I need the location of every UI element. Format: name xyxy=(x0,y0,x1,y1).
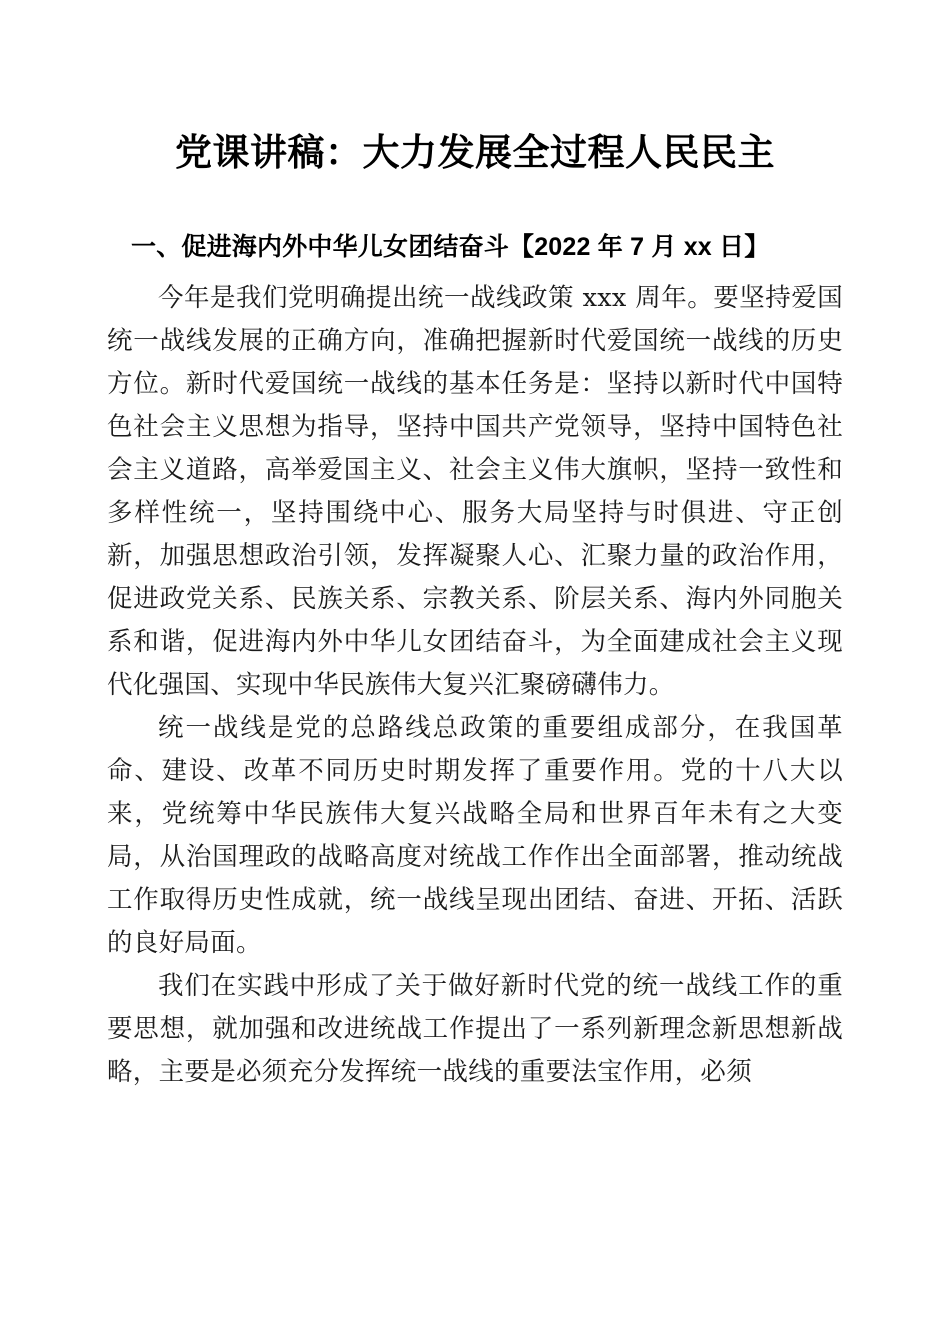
paragraph: 统一战线是党的总路线总政策的重要组成部分，在我国革命、建设、改革不同历史时期发挥了重要作用。党的十八大以来，党统筹中华民族伟大复兴战略全局和世界百年未有之大变局，从治国理政的战略高度对统战工作作出全面部署，推动统战工作取得历史性成就，统一战线呈现出团结、奋进、开拓、活跃的良好局面。 xyxy=(107,713,843,958)
section-heading: 一、促进海内外中华儿女团结奋斗【2022 年 7 月 xx 日】 xyxy=(131,233,770,261)
page-content-area xyxy=(107,0,843,1094)
page-title: 党课讲稿：大力发展全过程人民民主 xyxy=(175,133,775,174)
paragraph: 我们在实践中形成了关于做好新时代党的统一战线工作的重要思想，就加强和改进统战工作提出了一系列新理念新思想新战略，主要是必须充分发挥统一战线的重要法宝作用，必须 xyxy=(107,971,843,1087)
body-text xyxy=(107,267,843,1094)
paragraph: 今年是我们党明确提出统一战线政策 xxx 周年。要坚持爱国统一战线发展的正确方向，准确把握新时代爱国统一战线的历史方位。新时代爱国统一战线的基本任务是：坚持以新时代中国特色社会主义思想为指导，坚持中国共产党领导，坚持中国特色社会主义道路，高举爱国主义、社会主义伟大旗帜，坚持一致性和多样性统一，坚持围绕中心、服务大局坚持与时俱进、守正创新，加强思想政治引领，发挥凝聚人心、汇聚力量的政治作用，促进政党关系、民族关系、宗教关系、阶层关系、海内外同胞关系和谐，促进海内外中华儿女团结奋斗，为全面建成社会主义现代化强国、实现中华民族伟大复兴汇聚磅礴伟力。 xyxy=(107,283,843,700)
